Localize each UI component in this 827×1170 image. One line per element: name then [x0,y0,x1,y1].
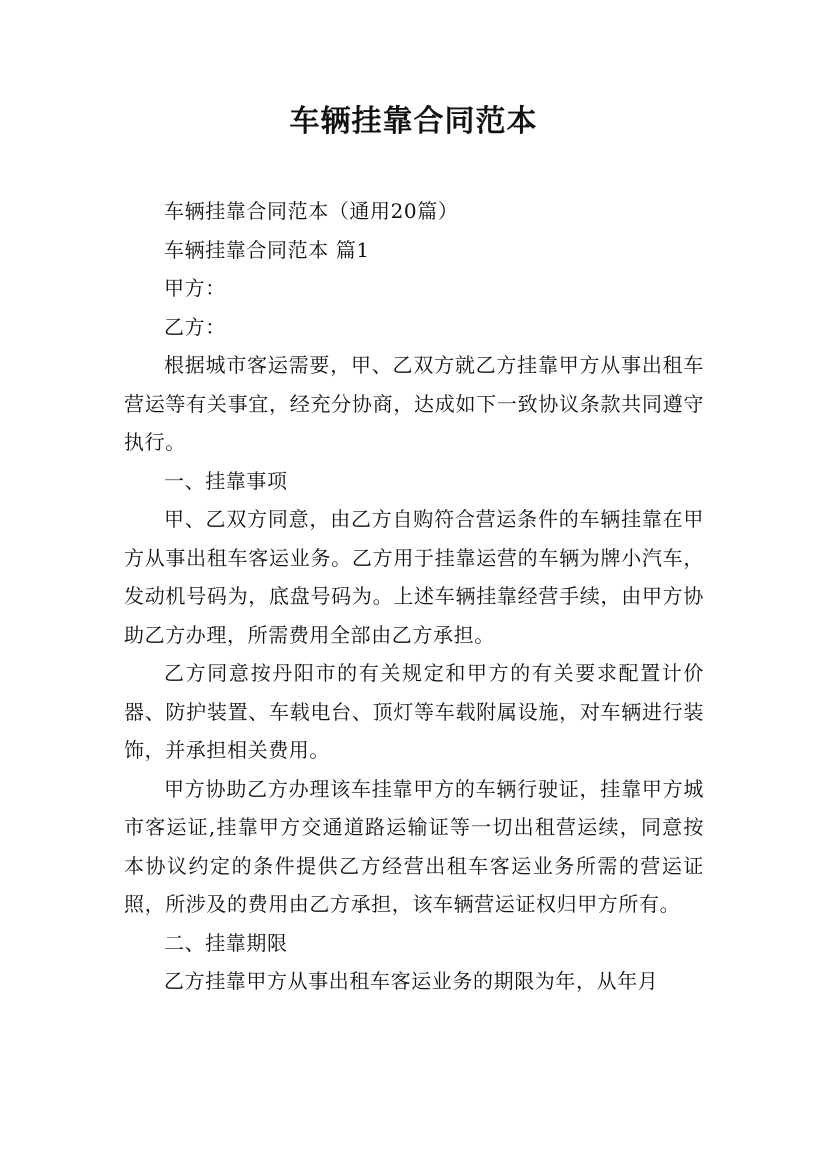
paragraph-party-b: 乙方： [164,314,226,339]
paragraph-clause-1b: 乙方同意按丹阳市的有关规定和甲方的有关要求配置计价器、防护装置、车载电台、顶灯等车载附属设施，对车辆进行装饰，并承担相关费用。 [124,661,704,762]
paragraph-clause-1c: 甲方协助乙方办理该车挂靠甲方的车辆行驶证，挂靠甲方城市客运证,挂靠甲方交通道路运输证等一切出租营运续，同意按本协议约定的条件提供乙方经营出租车客运业务所需的营运证照，所涉及的费用由乙方承担，该车辆营运证权归甲方所有。 [124,776,704,916]
paragraph-subtitle: 车辆挂靠合同范本（通用20篇） [164,199,459,223]
paragraph-heading-1: 一、挂靠事项 [164,468,288,493]
paragraph-clause-2a: 乙方挂靠甲方从事出租车客运业务的期限为年，从年月 [164,969,659,993]
paragraph-clause-1a: 甲、乙双方同意，由乙方自购符合营运条件的车辆挂靠在甲方从事出租车客运业务。乙方用于挂靠运营的车辆为牌小汽车，发动机号码为，底盘号码为。上述车辆挂靠经营手续，由甲方协助乙方办理，所需费用全部由乙方承担。 [124,507,704,647]
paragraph-preamble: 根据城市客运需要，甲、乙双方就乙方挂靠甲方从事出租车营运等有关事宜，经充分协商，达成如下一致协议条款共同遵守执行。 [124,353,704,454]
paragraph-party-a: 甲方： [164,276,226,300]
paragraph-section-heading: 车辆挂靠合同范本 篇1 [164,237,370,262]
document-title: 车辆挂靠合同范本 [289,104,538,139]
paragraph-heading-2: 二、挂靠期限 [164,930,288,955]
document-body [124,192,704,1001]
